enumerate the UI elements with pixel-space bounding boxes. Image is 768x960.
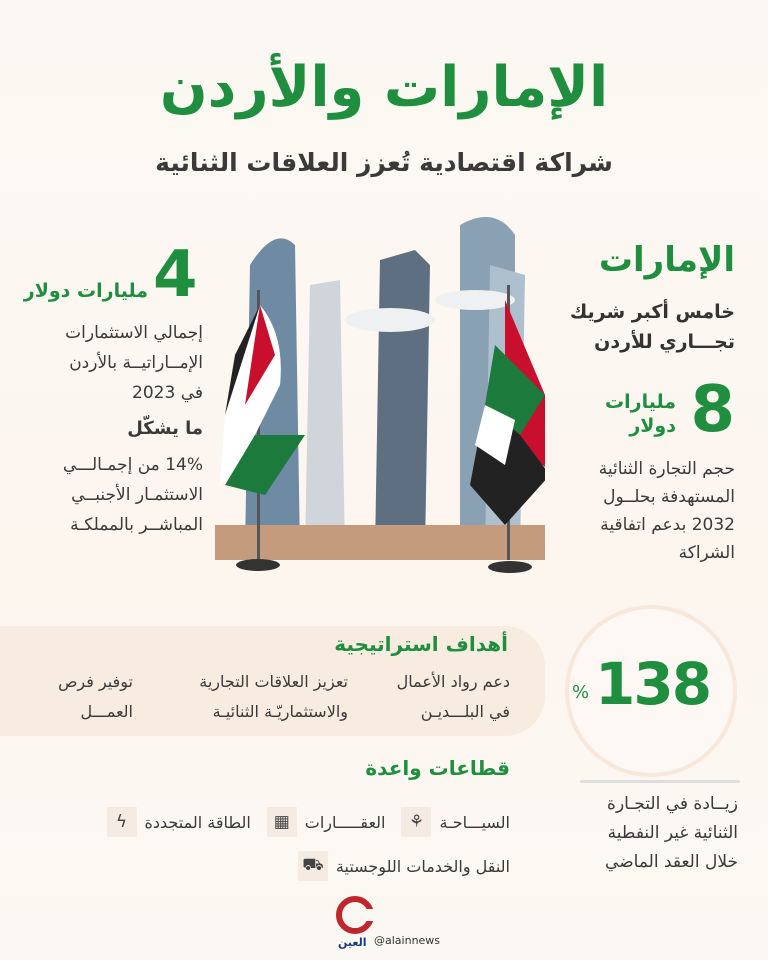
growth-desc-line: الثنائية غير النفطية [607,823,738,843]
sector-label: العقـــــارات [304,812,386,832]
alain-logo [335,895,375,935]
uae-trade-value: 8 [690,373,735,447]
growth-unit: % [572,682,590,703]
building-icon: ▦ [267,807,297,837]
uae-partner-line: تجـــاري للأردن [594,331,735,353]
uae-desc-line: الشراكة [678,543,735,563]
tourism-icon: ⚘ [401,807,431,837]
uae-heading: الإمارات [598,240,735,280]
growth-desc-line: خلال العقد الماضي [605,852,738,872]
growth-value: 138 [595,650,711,718]
skyline-flags-illustration [215,205,545,580]
goal-item-line: في البلـــديـن [420,702,510,721]
uae-unit-line: مليارات [605,391,676,413]
renewable-energy-icon: ϟ [107,807,137,837]
logo-text: العين [338,936,367,949]
sectors-title: قطاعات واعدة [365,756,510,780]
jordan-unit: مليارات دولار [23,280,148,302]
goals-title: أهداف استراتيجية [334,632,508,656]
jordan-share-line: 14% من إجمـالـــي [62,455,203,475]
jordan-share-line: الاستثمـار الأجنبــي [71,485,203,505]
goal-item-line: العمـــل [80,702,133,721]
goal-item-line: تعزيز العلاقات التجارية [199,672,348,691]
truck-icon: ⛟ [298,851,328,881]
sector-label: الطاقة المتجددة [144,812,251,832]
jordan-desc-line: إجمالي الاستثمارات [65,323,203,343]
uae-unit-line: دولار [629,415,676,437]
sector-label: النقل والخدمات اللوجستية [335,856,510,876]
uae-desc-line: حجم التجارة الثنائية [598,459,735,479]
uae-desc-line: المستهدفة بحلــول [603,487,735,507]
page-title: الإمارات والأردن [159,55,609,120]
goal-item-line: دعم رواد الأعمال [396,672,510,691]
goal-item-line: والاستثماريّـة الثنائيـة [212,702,348,721]
sector-label: السيـــاحـة [439,812,510,832]
jordan-share-label: ما يشكّل [127,418,203,439]
jordan-share-line: المباشــر بالمملكـة [70,515,203,535]
jordan-desc-line: الإمــاراتيــة بالأردن [69,353,203,373]
uae-desc-line: 2032 بدعم اتفاقية [600,515,735,535]
uae-partner-line: خامس أكبر شريك [569,301,735,323]
social-handle[interactable]: @alainnews [374,934,441,947]
page-subtitle: شراكة اقتصادية تُعزز العلاقات الثنائية [155,148,613,177]
jordan-desc-line: في 2023 [132,383,203,403]
goal-item-line: توفير فرص [58,672,133,691]
growth-desc-line: زيــادة في التجـارة [607,794,738,814]
divider [580,780,740,783]
jordan-investment-value: 4 [153,238,198,312]
